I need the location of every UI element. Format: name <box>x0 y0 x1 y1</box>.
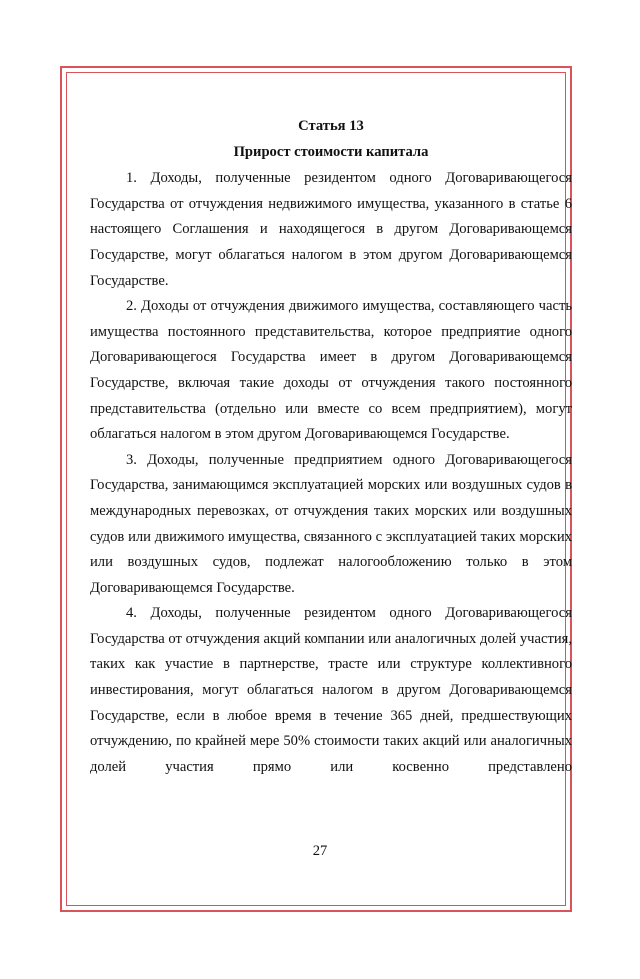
article-number: Статья 13 <box>298 118 364 134</box>
article-title: Прирост стоимости капитала <box>233 143 429 160</box>
document-body <box>90 114 572 780</box>
paragraph-4: 4. Доходы, полученные резидентом одного Договаривающегося Государства от отчуждения акций компании или аналогичных долей участия, таких как участие в партнерстве, трасте или структуре коллективного инвестирования, могут облагаться налогом в другом Договаривающемся Государстве, если в любое время в течение 365 дней, предшествующих отчуждению, по крайней мере 50% стоимости таких акций или аналогичных долей участия прямо или косвенно представлено <box>90 605 572 775</box>
paragraph-3: 3. Доходы, полученные предприятием одного Договаривающегося Государства, занимающимся эксплуатацией морских или воздушных судов в международных перевозках, от отчуждения таких морских или воздушных судов или движимого имущества, связанного с эксплуатацией таких морских или воздушных судов, подлежат налогообложению только в этом Договаривающемся Государстве. <box>90 451 572 596</box>
paragraph-1: 1. Доходы, полученные резидентом одного Договаривающегося Государства от отчуждения недвижимого имущества, указанного в статье 6 настоящего Соглашения и находящегося в другом Договаривающемся Государстве, могут облагаться налогом в этом другом Договаривающемся Государстве. <box>90 170 572 289</box>
page-number: 27 <box>312 843 328 859</box>
paragraph-2: 2. Доходы от отчуждения движимого имущества, составляющего часть имущества постоянного представительства, которое предприятие одного Договаривающегося Государства имеет в другом Договаривающемся Государстве, включая такие доходы от отчуждения такого постоянного представительства (отдельно или вместе со всем предприятием), могут облагаться налогом в этом другом Договаривающемся Государстве. <box>90 298 572 443</box>
